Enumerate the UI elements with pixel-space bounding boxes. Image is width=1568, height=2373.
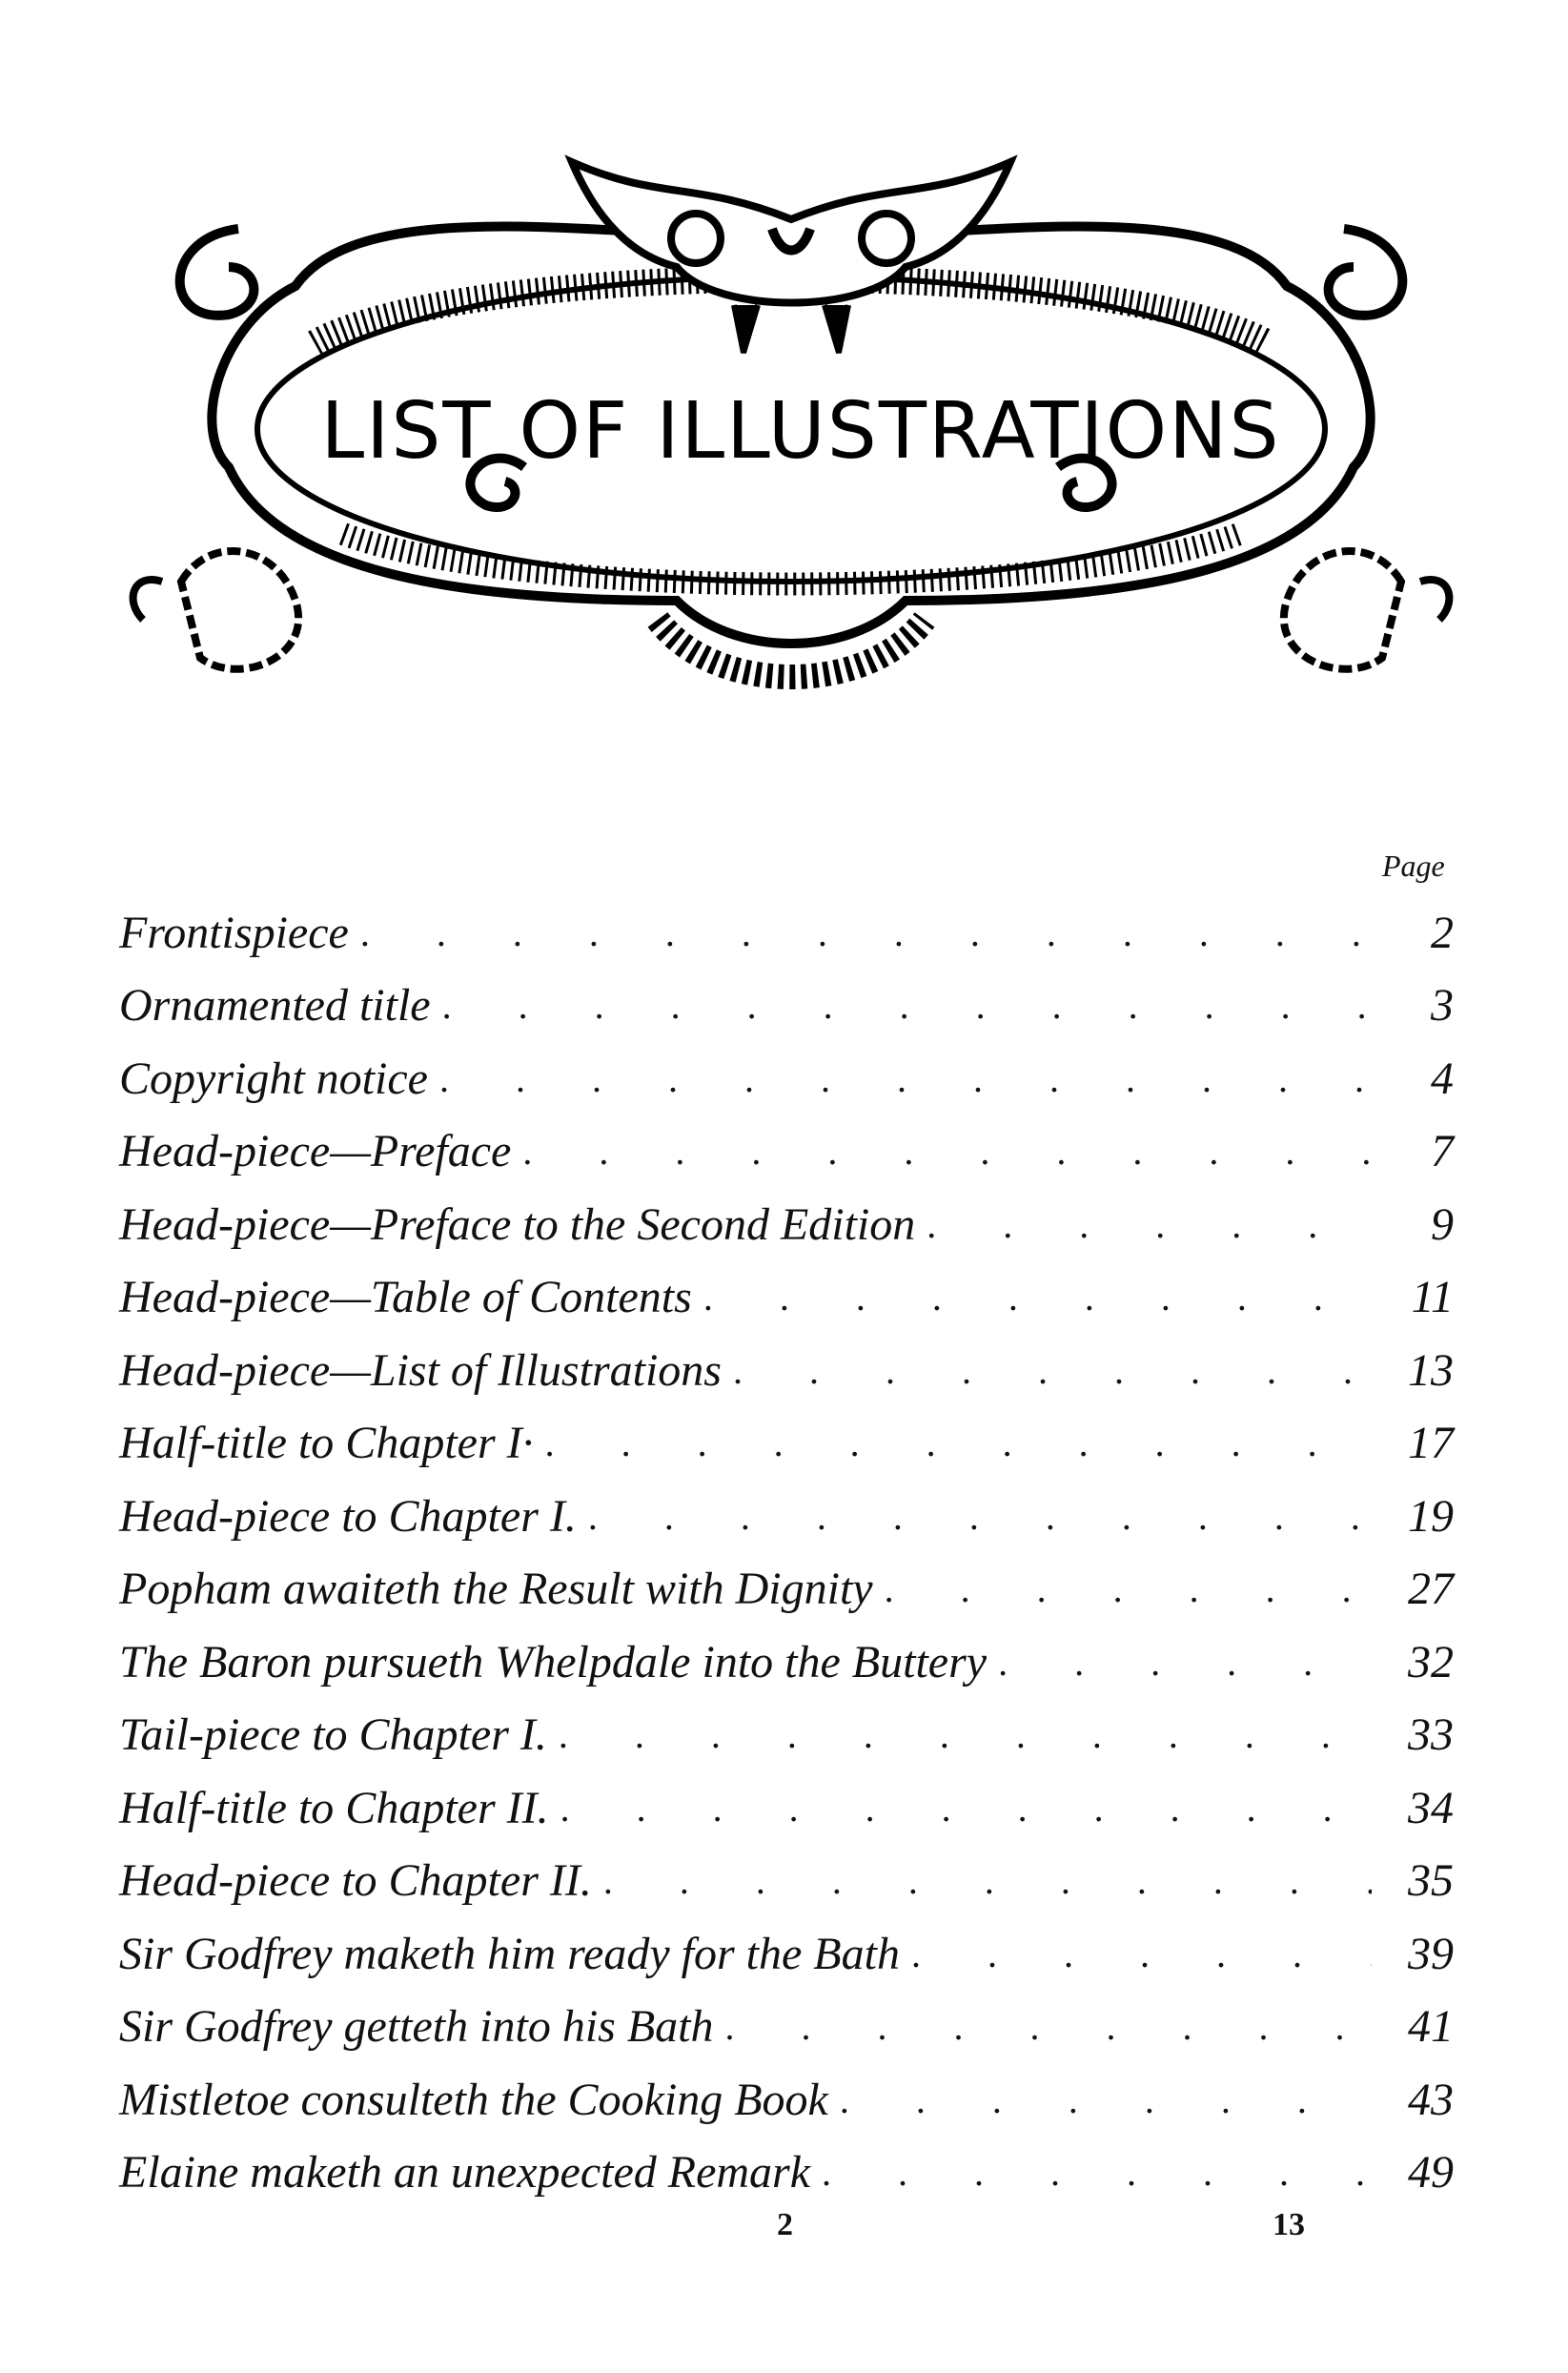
dot-leader xyxy=(522,1129,1372,1174)
illustration-title: Head-piece—List of Illustrations xyxy=(119,1344,733,1397)
illustration-title: Head-piece—Preface to the Second Edition xyxy=(119,1198,927,1251)
page-number: 13 xyxy=(1372,1344,1454,1397)
page-number: 3 xyxy=(1372,979,1454,1032)
dot-leader xyxy=(703,1275,1372,1319)
page-column-label: Page xyxy=(1382,849,1445,883)
dot-leader xyxy=(840,2077,1372,2122)
dot-leader xyxy=(588,1494,1372,1539)
illustration-title: Half-title to Chapter II. xyxy=(119,1782,560,1834)
page-number: 7 xyxy=(1372,1125,1454,1177)
list-item xyxy=(119,1991,1454,2064)
illustration-title: Mistletoe consulteth the Cooking Book xyxy=(119,2074,840,2126)
dot-leader xyxy=(927,1202,1372,1247)
page-number: 11 xyxy=(1372,1271,1454,1323)
list-item xyxy=(119,1407,1454,1481)
page-number: 33 xyxy=(1372,1708,1454,1761)
list-item xyxy=(119,896,1454,970)
illustration-title: Head-piece to Chapter II. xyxy=(119,1854,603,1907)
list-item xyxy=(119,1480,1454,1553)
page-title: LIST OF ILLUSTRATIONS xyxy=(320,386,1281,477)
illustration-title: Head-piece—Preface xyxy=(119,1125,522,1177)
list-item xyxy=(119,1188,1454,1261)
illustration-title: Head-piece—Table of Contents xyxy=(119,1271,703,1323)
signature-mark: 2 xyxy=(777,2207,793,2242)
dot-leader xyxy=(998,1640,1372,1685)
list-item xyxy=(119,1042,1454,1115)
illustration-title: Sir Godfrey getteth into his Bath xyxy=(119,2000,724,2053)
illustration-title: Tail-piece to Chapter I. xyxy=(119,1708,559,1761)
dot-leader xyxy=(603,1858,1372,1903)
list-item xyxy=(119,1626,1454,1699)
dot-leader xyxy=(442,983,1372,1028)
list-item xyxy=(119,1771,1454,1845)
dot-leader xyxy=(360,910,1372,955)
illustration-title: Elaine maketh an unexpected Remark xyxy=(119,2146,822,2199)
list-item xyxy=(119,2137,1454,2210)
illustration-title: Ornamented title xyxy=(119,979,442,1032)
illustration-title: Sir Godfrey maketh him ready for the Bath xyxy=(119,1928,911,1980)
page-number: 34 xyxy=(1372,1782,1454,1834)
list-item xyxy=(119,1845,1454,1918)
list-item xyxy=(119,1261,1454,1335)
page-number: 35 xyxy=(1372,1854,1454,1907)
page-number: 4 xyxy=(1372,1053,1454,1105)
illustration-title: Frontispiece xyxy=(119,907,360,959)
page-number: 32 xyxy=(1372,1636,1454,1688)
folio-number: 13 xyxy=(1273,2207,1305,2242)
list-item xyxy=(119,970,1454,1043)
page-number: 2 xyxy=(1372,907,1454,959)
dot-leader xyxy=(724,2004,1372,2049)
dot-leader xyxy=(560,1786,1372,1831)
illustration-title: Head-piece to Chapter I. xyxy=(119,1490,588,1543)
page-number: 43 xyxy=(1372,2074,1454,2126)
list-item xyxy=(119,1917,1454,1991)
dot-leader xyxy=(885,1566,1372,1611)
page-number: 17 xyxy=(1372,1417,1454,1469)
illustration-title: Copyright notice xyxy=(119,1053,439,1105)
dot-leader xyxy=(822,2150,1372,2195)
list-item xyxy=(119,1115,1454,1189)
dot-leader xyxy=(559,1712,1372,1757)
illustration-title: Half-title to Chapter I· xyxy=(119,1417,545,1469)
dot-leader xyxy=(911,1932,1372,1976)
list-item xyxy=(119,1553,1454,1626)
page-number: 41 xyxy=(1372,2000,1454,2053)
page-number: 19 xyxy=(1372,1490,1454,1543)
illustration-title: The Baron pursueth Whelpdale into the Buttery xyxy=(119,1636,998,1688)
list-item xyxy=(119,1699,1454,1772)
dot-leader xyxy=(545,1421,1372,1465)
list-item xyxy=(119,2063,1454,2137)
list-item xyxy=(119,1334,1454,1407)
page-number: 39 xyxy=(1372,1928,1454,1980)
dot-leader xyxy=(733,1348,1372,1393)
dot-leader xyxy=(439,1056,1372,1101)
page-number: 49 xyxy=(1372,2146,1454,2199)
illustrations-list xyxy=(119,896,1454,2209)
illustration-title: Popham awaiteth the Result with Dignity xyxy=(119,1563,885,1615)
page-number: 9 xyxy=(1372,1198,1454,1251)
page-number: 27 xyxy=(1372,1563,1454,1615)
